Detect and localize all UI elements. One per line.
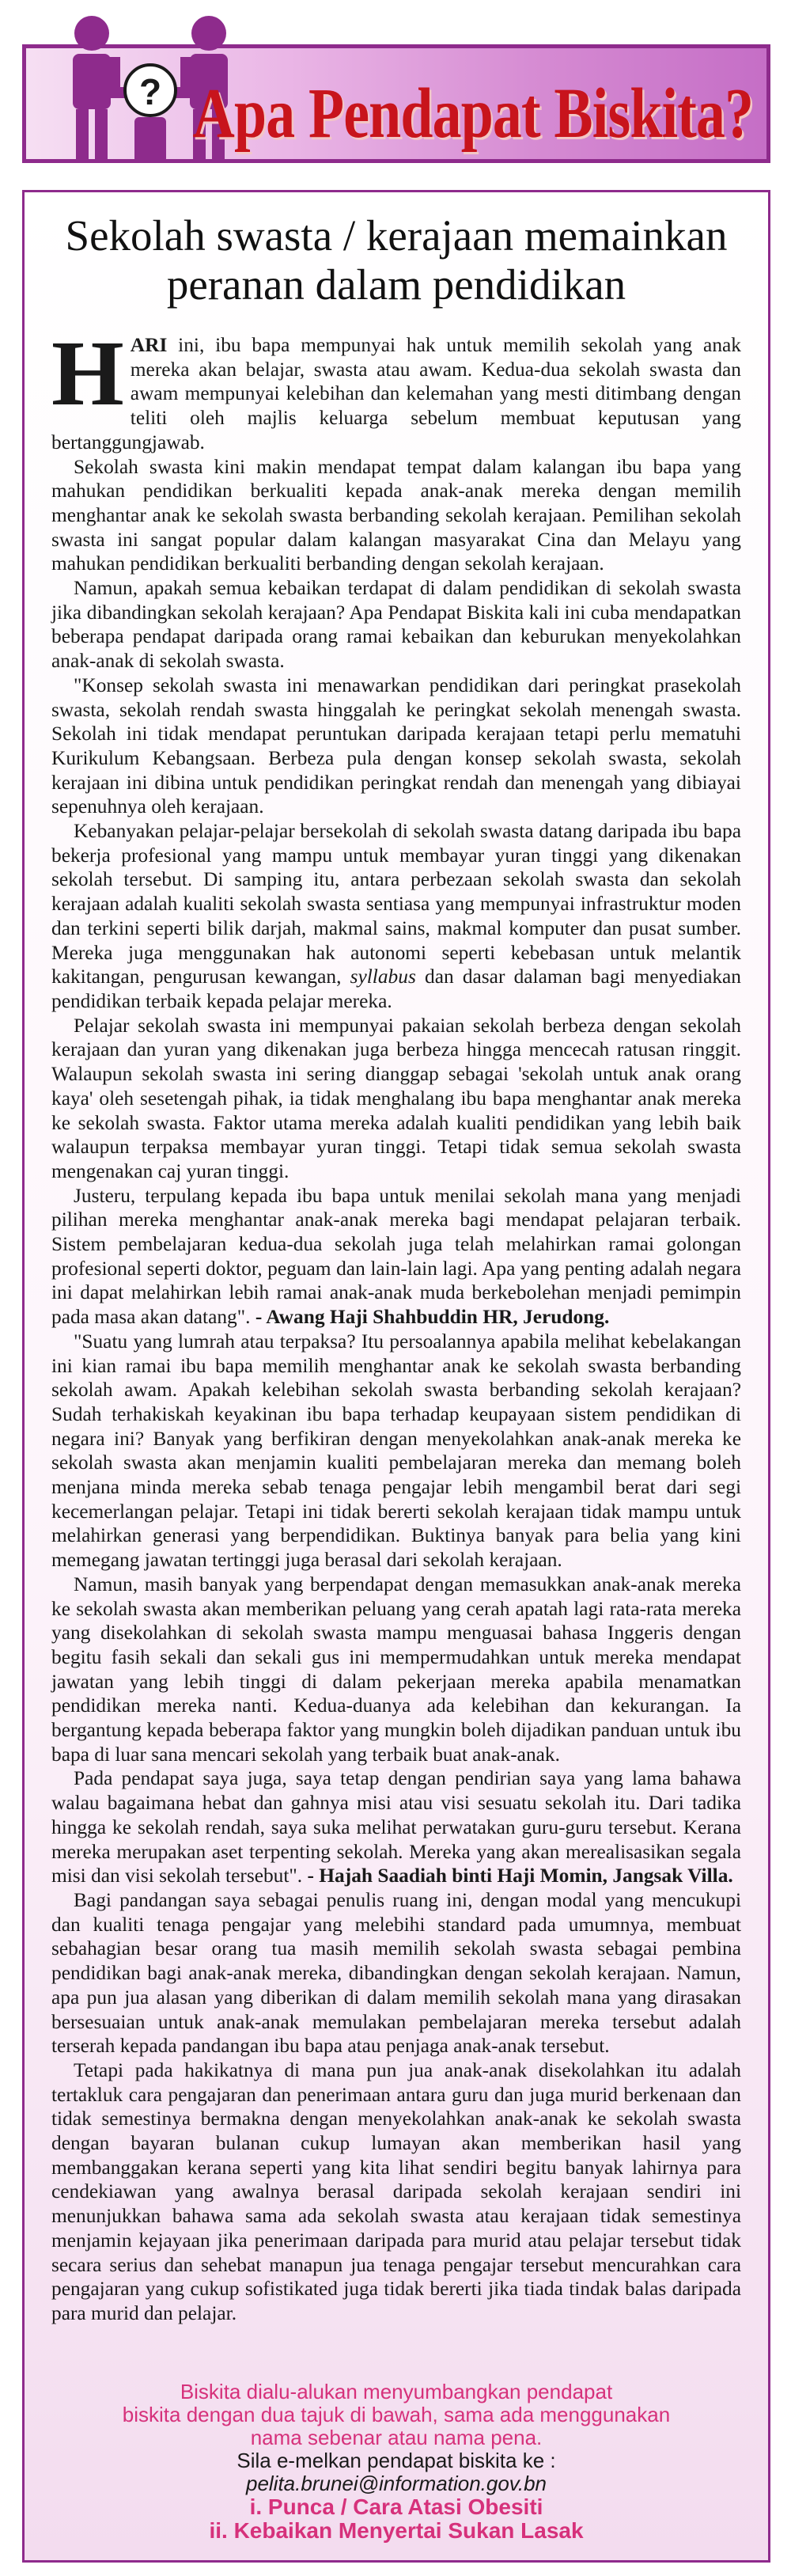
article-frame <box>22 190 770 2563</box>
signature-2: - Hajah Saadiah binti Haji Momin, Jangsak Villa. <box>307 1865 733 1887</box>
footer-line-3: nama sebenar atau nama pena. <box>250 2426 543 2449</box>
headline <box>48 211 744 309</box>
paragraph-1 <box>51 321 741 455</box>
svg-text:?: ? <box>138 71 162 112</box>
banner <box>22 11 770 163</box>
headline-line-1: Sekolah swasta / kerajaan memainkan <box>65 211 728 260</box>
paragraph-10 <box>51 1766 741 1888</box>
footer-email: pelita.brunei@information.gov.bn <box>245 2472 547 2495</box>
paragraph-9: Namun, masih banyak yang berpendapat dengan memasukkan anak-anak mereka ke sekolah swasta akan memberikan peluang yang cerah apatah lagi rata-rata mereka yang disekolahkan di sekolah swasta mampu menguasai bahasa Inggeris dengan begitu fasih sekali dan sekali gus ini mempermudahkan untuk mereka mendapat jawatan yang lebih tinggi di dalam pekerjaan mereka apabila menamatkan pendidikan mereka nanti. Kedua-duanya ada kelebihan dan kekurangan. Ia bergantung kepada beberapa faktor yang mungkin boleh dijadikan panduan untuk ibu bapa di luar sana mencari sekolah yang terbaik buat anak-anak. <box>51 1573 741 1766</box>
paragraph-4: "Konsep sekolah swasta ini menawarkan pendidikan dari peringkat prasekolah swasta, sekolah rendah swasta hinggalah ke peringkat sekolah menengah swasta. Sekolah ini tidak mendapat peruntukan daripada kerajaan tetapi perlu mematuhi Kurikulum Kebangsaan. Berbeza pula dengan konsep sekolah swasta, sekolah kerajaan ini dibina untuk pendidikan peringkat rendah dan menengah yang dibiayai sepenuhnya oleh kerajaan. <box>51 673 741 818</box>
paragraph-7-text: Justeru, terpulang kepada ibu bapa untuk menilai sekolah mana yang menjadi pilihan mereka menghantar anak-anak mereka bagi mendapat pelajaran terbaik. Sistem pembelajaran kedua-dua sekolah juga telah melahirkan ramai golongan profesional seperti doktor, peguam dan lain-lain lagi. Apa yang penting adalah negara ini dapat melahirkan lebih ramai anak-anak muda berkebolehan menjadi pemimpin pada masa akan datang". <box>51 1184 741 1329</box>
paragraph-5 <box>51 819 741 1014</box>
paragraph-10-text: Pada pendapat saya juga, saya tetap dengan pendirian saya yang lama bahawa walau bagaimana hebat dan gahnya misi atau visi sesuatu sekolah itu. Dari tadika hingga ke sekolah rendah, saya suka melihat perwatakan guru-guru tersebut. Kerana mereka merupakan aset terpenting sekolah. Mereka yang akan merealisasikan segala misi dan visi sekolah tersebut". <box>51 1767 741 1887</box>
footer <box>25 2381 768 2543</box>
paragraph-8: "Suatu yang lumrah atau terpaksa? Itu persoalannya apabila melihat kebelakangan ini kian ramai ibu bapa memilih menghantar anak ke sekolah swasta berbanding sekolah awam. Apakah kelebihan sekolah swasta berbanding sekolah kerajaan? Sudah terhakiskah keyakinan ibu bapa terhadap keupayaan sistem pendidikan di negara ini? Banyak yang berfikiran dengan menyekolahkan anak-anak mereka ke sekolah swasta akan menjamin kualiti pembelajaran mereka dan memang boleh menjana minda mereka sebab tenaga pengajar lebih mengambil berat dari segi kecemerlangan pelajar. Tetapi ini tidak bererti sekolah kerajaan tidak mampu untuk melahirkan generasi yang berpendidikan. Buktinya banyak para belia yang kini memegang jawatan tertinggi juga berasal dari sekolah kerajaan. <box>51 1330 741 1572</box>
paragraph-6: Pelajar sekolah swasta ini mempunyai pakaian sekolah berbeza dengan sekolah kerajaan dan yuran yang dikenakan juga berbeza hingga mencecah ratusan ringgit. Walaupun sekolah swasta ini sering dianggap sebagai 'sekolah untuk anak orang kaya' oleh sesetengah pihak, ia tidak menghalang ibu bapa menghantar anak mereka ke sekolah swasta. Faktor utama mereka adalah kualiti pendidikan yang lebih baik walaupun terpaksa membayar yuran tinggi. Tetapi tidak semua sekolah swasta mengenakan caj yuran tinggi. <box>51 1014 741 1182</box>
paragraph-5-text-b: dan dasar dalaman bagi menyediakan pendidikan terbaik kepada pelajar mereka. <box>51 966 742 1012</box>
lead-word: ARI <box>130 334 168 356</box>
article-body <box>51 321 742 2326</box>
paragraph-2: Sekolah swasta kini makin mendapat tempat dalam kalangan ibu bapa yang mahukan pendidikan berkualiti kepada anak-anak mereka dengan memilih menghantar anak ke sekolah swasta berbanding sekolah kerajaan. Pemilihan sekolah swasta ini sangat popular dalam kalangan masyarakat Cina dan Melayu yang mahukan pendidikan berkualiti berbanding dengan sekolah kerajaan. <box>51 455 741 575</box>
drop-cap: H <box>51 321 124 425</box>
paragraph-5-text-a: Kebanyakan pelajar-pelajar bersekolah di sekolah swasta datang daripada ibu bapa bekerja profesional yang mampu untuk membayar yuran tinggi yang dikenakan sekolah tersebut. Di samping itu, antara perbezaan sekolah swasta dan sekolah kerajaan adalah kualiti sekolah swasta sentiasa yang mempunyai infrastruktur moden dan terkini seperti bilik darjah, makmal sains, makmal komputer dan pusat sumber. Mereka juga menggunakan hak autonomi seperti kebebasan untuk melantik kakitangan, pengurusan kewangan, <box>51 820 741 988</box>
paragraph-1-text: ini, ibu bapa mempunyai hak untuk memilih sekolah yang anak mereka akan belajar, swasta atau awam. Kedua-dua sekolah swasta dan awam mempunyai kelebihan dan kelemahan yang mesti ditimbang dengan teliti oleh majlis keluarga sebelum membuat keputusan yang bertanggungjawab. <box>51 334 741 453</box>
paragraph-11: Bagi pandangan saya sebagai penulis ruang ini, dengan modal yang mencukupi dan kualiti tenaga pengajar yang melebihi standard pada umumnya, membuat sebahagian besar orang tua masih memilih sekolah swasta sebagai pembina pendidikan bagi anak-anak mereka, dibandingkan dengan sekolah kerajaan. Namun, apa pun jua alasan yang diberikan di dalam memilih sekolah mana yang dirasakan bersesuaian untuk anak-anak memulakan pembelajaran mereka tersebut adalah terserah kepada pandangan ibu bapa atau penjaga anak-anak tersebut. <box>51 1889 741 2058</box>
footer-line-2: biskita dengan dua tajuk di bawah, sama ada menggunakan <box>122 2403 671 2426</box>
paragraph-7 <box>51 1184 741 1330</box>
footer-line-4: Sila e-melkan pendapat biskita ke : <box>237 2449 556 2472</box>
paragraph-3: Namun, apakah semua kebaikan terdapat di dalam pendidikan di sekolah swasta jika dibandingkan sekolah kerajaan? Apa Pendapat Biskita kali ini cuba mendapatkan beberapa pendapat daripada orang ramai kebaikan dan keburukan menyekolahkan anak-anak di sekolah swasta. <box>51 577 741 673</box>
syllabus-italic: syllabus <box>350 966 416 988</box>
banner-title: Apa Pendapat Biskita? <box>192 74 753 153</box>
paragraph-12: Tetapi pada hakikatnya di mana pun jua anak-anak disekolahkan itu adalah tertakluk cara pengajaran dan penerimaan antara guru dan juga murid berkenaan dan tidak semestinya bermakna dengan menyekolahkan anak-anak ke sekolah swasta dengan bayaran bulanan cukup lumayan akan memberikan hasil yang membanggakan kerana seperti yang kita lihat sendiri begitu banyak lahirnya para cendekiawan yang awalnya berasal daripada sekolah kerajaan sendiri ini menunjukkan bahawa sama ada sekolah swasta atau kerajaan tidak semestinya menjamin kejayaan jika penerimaan daripada para murid atau pelajar tersebut tidak secara serius dan sehebat manapun jua tenaga pengajar tersebut mencurahkan cara pengajaran yang cukup sofistikated juga tidak bererti jika tiada tindak balas daripada para murid dan pelajar. <box>51 2058 741 2324</box>
footer-topic-2: ii. Kebaikan Menyertai Sukan Lasak <box>209 2518 584 2543</box>
footer-topic-1: i. Punca / Cara Atasi Obesiti <box>249 2494 543 2519</box>
footer-line-1: Biskita dialu-alukan menyumbangkan pendapat <box>180 2380 613 2403</box>
headline-line-2: peranan dalam pendidikan <box>166 260 626 309</box>
signature-1: - Awang Haji Shahbuddin HR, Jerudong. <box>255 1306 610 1329</box>
